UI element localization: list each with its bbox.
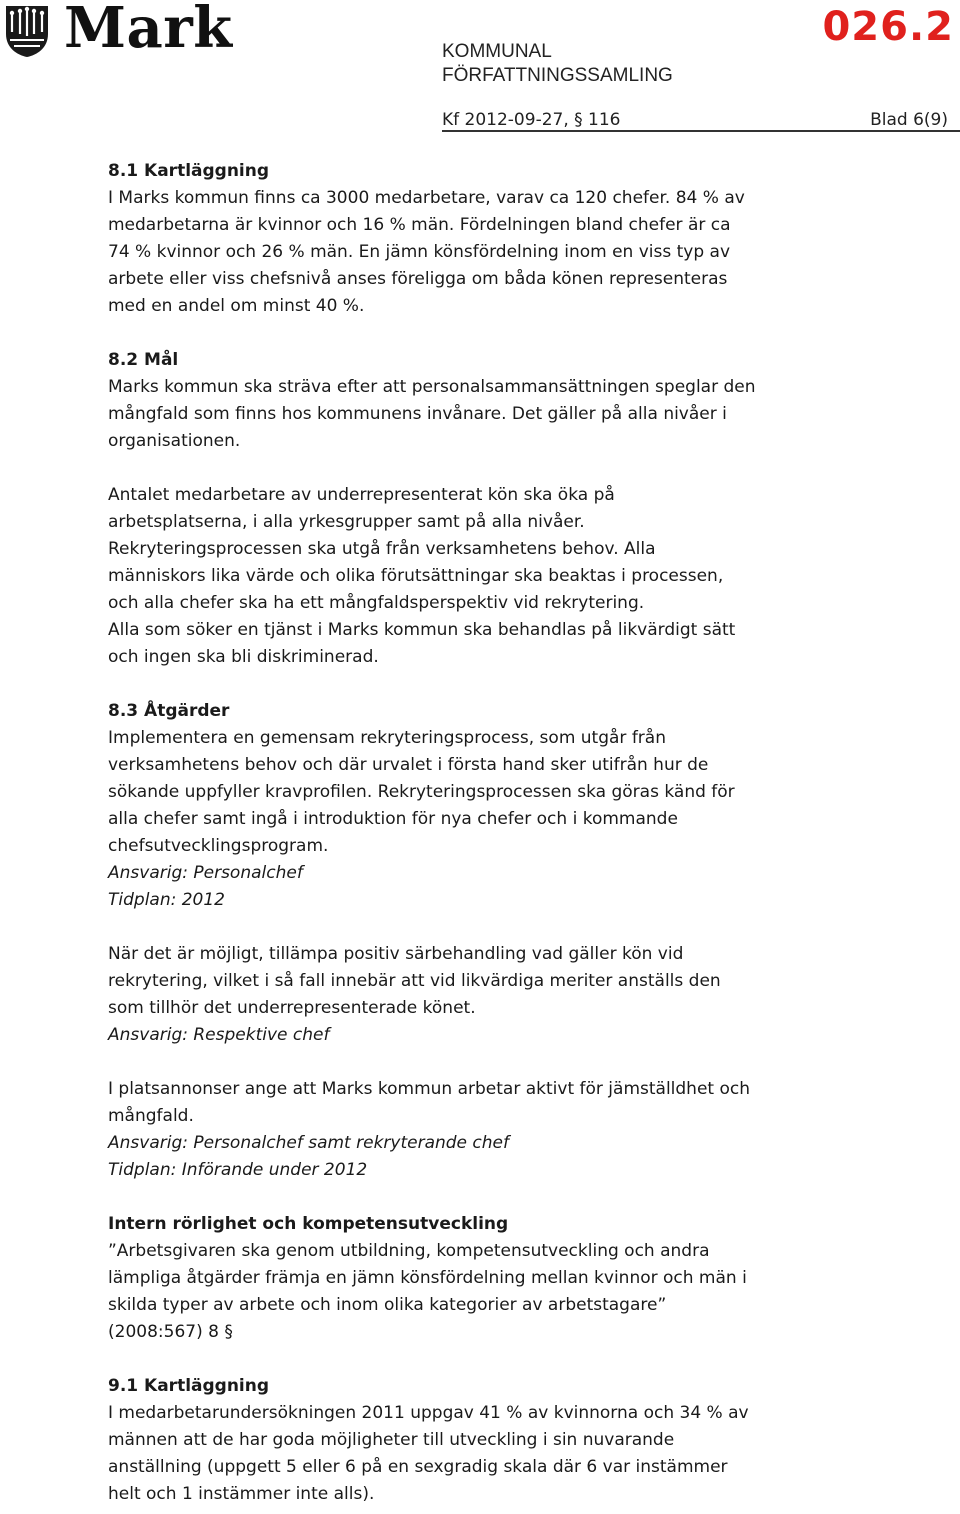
section-8-3-action-1: [108, 725, 848, 914]
section-8-1-paragraph: [108, 185, 848, 320]
section-9-1-paragraph: [108, 1400, 848, 1508]
timeline-line: Tidplan: Införande under 2012: [108, 1160, 368, 1180]
text-line: männen att de har goda möjligheter till utveckling i sin nuvarande: [108, 1430, 675, 1450]
section-8-3-action-2: [108, 941, 848, 1049]
text-line: arbete eller viss chefsnivå anses föreligga om båda könen representeras: [108, 269, 728, 289]
text-line: organisationen.: [108, 431, 241, 451]
text-line: och alla chefer ska ha ett mångfaldsperspektiv vid rekrytering.: [108, 593, 645, 613]
responsible-line: Ansvarig: Respektive chef: [108, 1025, 330, 1045]
text-line: Implementera en gemensam rekryteringsprocess, som utgår från: [108, 728, 666, 748]
text-line: I medarbetarundersökningen 2011 uppgav 41 % av kvinnorna och 34 % av: [108, 1403, 749, 1423]
intern-quote: [108, 1238, 848, 1346]
section-title-8-3: 8.3 Åtgärder: [108, 701, 230, 721]
collection-title-line1: KOMMUNAL: [442, 41, 552, 62]
section-title-9-1: 9.1 Kartläggning: [108, 1376, 270, 1396]
text-line: I Marks kommun finns ca 3000 medarbetare, varav ca 120 chefer. 84 % av: [108, 188, 745, 208]
text-line: rekrytering, vilket i så fall innebär att vid likvärdiga meriter anställs den: [108, 971, 721, 991]
text-line: ”Arbetsgivaren ska genom utbildning, kompetensutveckling och andra: [108, 1241, 710, 1261]
text-line: arbetsplatserna, i alla yrkesgrupper samt på alla nivåer.: [108, 512, 585, 532]
text-line: Antalet medarbetare av underrepresenterat kön ska öka på: [108, 485, 615, 505]
responsible-line: Ansvarig: Personalchef samt rekryterande chef: [108, 1133, 509, 1153]
section-8-3-action-3: [108, 1076, 848, 1184]
text-line: chefsutvecklingsprogram.: [108, 836, 329, 856]
section-title-8-2: 8.2 Mål: [108, 350, 179, 370]
text-line: Alla som söker en tjänst i Marks kommun ska behandlas på likvärdigt sätt: [108, 620, 736, 640]
text-line: mångfald.: [108, 1106, 194, 1126]
text-line: med en andel om minst 40 %.: [108, 296, 365, 316]
page-indicator: Blad 6(9): [870, 110, 948, 130]
text-line: skilda typer av arbete och inom olika kategorier av arbetstagare”: [108, 1295, 667, 1315]
document-header: [0, 0, 960, 135]
header-divider: [442, 130, 960, 132]
section-8-2-paragraph-2: [108, 482, 848, 671]
text-line: och ingen ska bli diskriminerad.: [108, 647, 379, 667]
document-number: 026.2: [822, 4, 954, 50]
decision-reference: Kf 2012-09-27, § 116: [442, 110, 621, 130]
timeline-line: Tidplan: 2012: [108, 890, 225, 910]
municipal-coat-of-arms-icon: [4, 4, 50, 58]
text-line: människors lika värde och olika förutsättningar ska beaktas i processen,: [108, 566, 724, 586]
collection-title: [442, 40, 673, 88]
text-line: sökande uppfyller kravprofilen. Rekryteringsprocessen ska göras känd för: [108, 782, 735, 802]
text-line: 74 % kvinnor och 26 % män. En jämn könsfördelning inom en viss typ av: [108, 242, 731, 262]
brand-name: Mark: [64, 0, 233, 61]
text-line: som tillhör det underrepresenterade könet.: [108, 998, 476, 1018]
text-line: lämpliga åtgärder främja en jämn könsfördelning mellan kvinnor och män i: [108, 1268, 747, 1288]
text-line: medarbetarna är kvinnor och 16 % män. Fördelningen bland chefer är ca: [108, 215, 731, 235]
text-line: Marks kommun ska sträva efter att personalsammansättningen speglar den: [108, 377, 756, 397]
text-line: anställning (uppgett 5 eller 6 på en sexgradig skala där 6 var instämmer: [108, 1457, 728, 1477]
section-title-intern: Intern rörlighet och kompetensutveckling: [108, 1214, 509, 1234]
text-line: mångfald som finns hos kommunens invånare. Det gäller på alla nivåer i: [108, 404, 727, 424]
text-line: Rekryteringsprocessen ska utgå från verksamhetens behov. Alla: [108, 539, 656, 559]
section-8-2-paragraph-1: [108, 374, 848, 455]
document-body: [108, 158, 848, 1508]
text-line: helt och 1 instämmer inte alls).: [108, 1484, 375, 1504]
text-line: (2008:567) 8 §: [108, 1322, 233, 1342]
text-line: alla chefer samt ingå i introduktion för nya chefer och i kommande: [108, 809, 678, 829]
section-title-8-1: 8.1 Kartläggning: [108, 161, 270, 181]
responsible-line: Ansvarig: Personalchef: [108, 863, 303, 883]
text-line: verksamhetens behov och där urvalet i första hand sker utifrån hur de: [108, 755, 709, 775]
text-line: I platsannonser ange att Marks kommun arbetar aktivt för jämställdhet och: [108, 1079, 751, 1099]
collection-title-line2: FÖRFATTNINGSSAMLING: [442, 65, 673, 86]
text-line: När det är möjligt, tillämpa positiv särbehandling vad gäller kön vid: [108, 944, 684, 964]
